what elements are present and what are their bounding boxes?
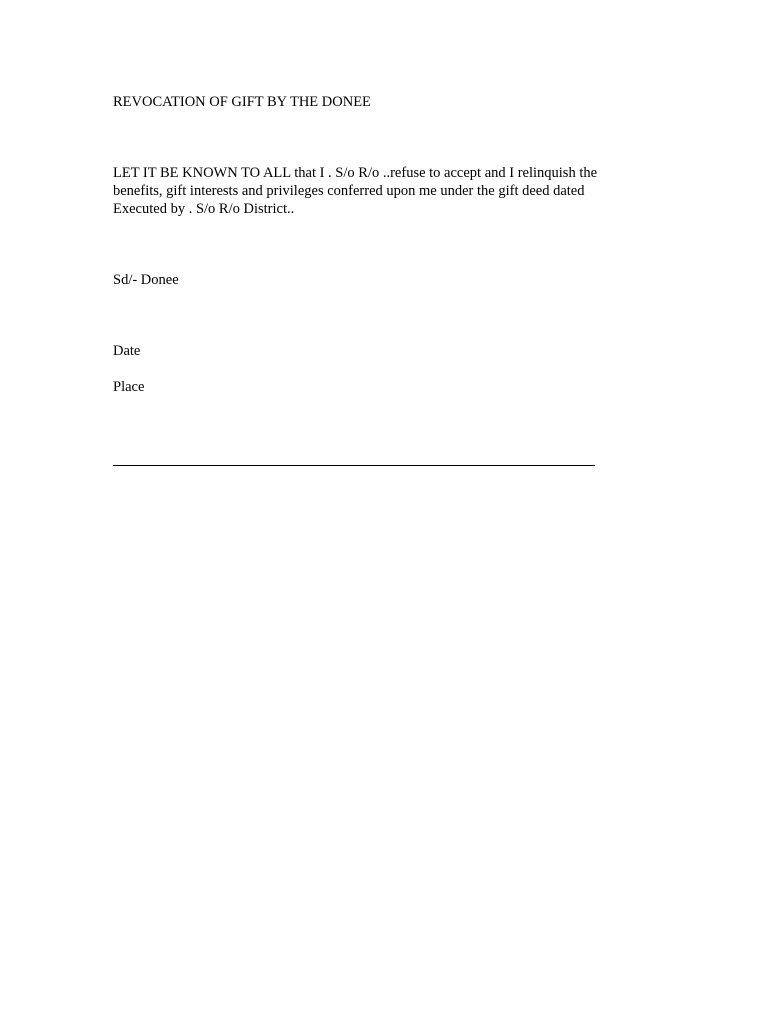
paragraph-line: LET IT BE KNOWN TO ALL that I . S/o R/o ..refuse to accept and I relinquish the xyxy=(113,165,598,181)
paragraph-line: benefits, gift interests and privileges conferred upon me under the gift deed dated xyxy=(113,183,585,199)
horizontal-rule xyxy=(113,465,595,466)
date-label: Date xyxy=(113,343,141,359)
document-title: REVOCATION OF GIFT BY THE DONEE xyxy=(113,94,371,110)
signature-line: Sd/- Donee xyxy=(113,272,179,288)
place-label: Place xyxy=(113,379,145,395)
paragraph-line: Executed by . S/o R/o District.. xyxy=(113,201,295,217)
declaration-paragraph xyxy=(113,164,633,218)
